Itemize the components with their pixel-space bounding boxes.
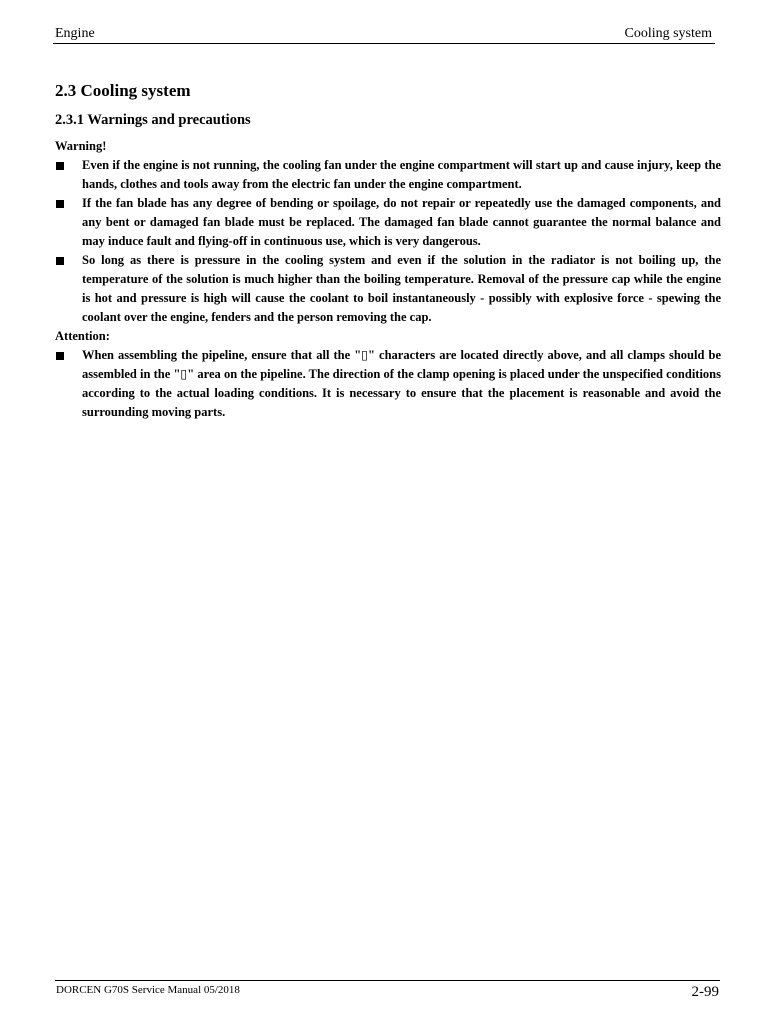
square-bullet-icon <box>56 162 64 170</box>
square-bullet-icon <box>56 352 64 360</box>
warning-item-text: So long as there is pressure in the cooling system and even if the solution in the radiator is not boiling up, the temperature of the solution is much higher than the boiling temperature. Removal of the pressure cap while the engine is hot and pressure is high will cause the coolant to boil instantaneously - possibly with explosive force - spewing the coolant over the engine, fenders and the person removing the cap. <box>82 253 721 324</box>
page-number: 2-99 <box>691 984 719 1000</box>
warning-item <box>55 251 721 327</box>
page-footer <box>55 980 720 1000</box>
attention-list <box>55 346 721 422</box>
attention-label: Attention: <box>55 329 110 343</box>
warning-item-text: Even if the engine is not running, the cooling fan under the engine compartment will start up and cause injury, keep the hands, clothes and tools away from the electric fan under the engine compartment. <box>82 158 721 191</box>
warning-item-text: If the fan blade has any degree of bending or spoilage, do not repair or repeatedly use the damaged components, and any bent or damaged fan blade must be replaced. The damaged fan blade cannot guarantee the normal balance and may induce fault and flying-off in continuous use, which is very dangerous. <box>82 196 721 248</box>
footer-manual-title: DORCEN G70S Service Manual 05/2018 <box>56 984 240 996</box>
subsection-title: 2.3.1 Warnings and precautions <box>55 112 251 128</box>
page-content <box>55 80 721 422</box>
warning-item <box>55 194 721 251</box>
warning-item <box>55 156 721 194</box>
header-chapter-title: Engine <box>55 26 95 41</box>
warning-list <box>55 156 721 327</box>
square-bullet-icon <box>56 200 64 208</box>
warning-label: Warning! <box>55 139 107 153</box>
attention-item <box>55 346 721 422</box>
square-bullet-icon <box>56 257 64 265</box>
header-section-title: Cooling system <box>624 26 712 41</box>
section-title: 2.3 Cooling system <box>55 81 191 100</box>
attention-item-text: When assembling the pipeline, ensure that all the "▯" characters are located directly above, and all clamps should be assembled in the "▯" area on the pipeline. The direction of the clamp opening is placed under the unspecified conditions according to the actual loading conditions. It is necessary to ensure that the placement is reasonable and avoid the surrounding moving parts. <box>82 348 721 419</box>
page-header <box>53 24 715 44</box>
